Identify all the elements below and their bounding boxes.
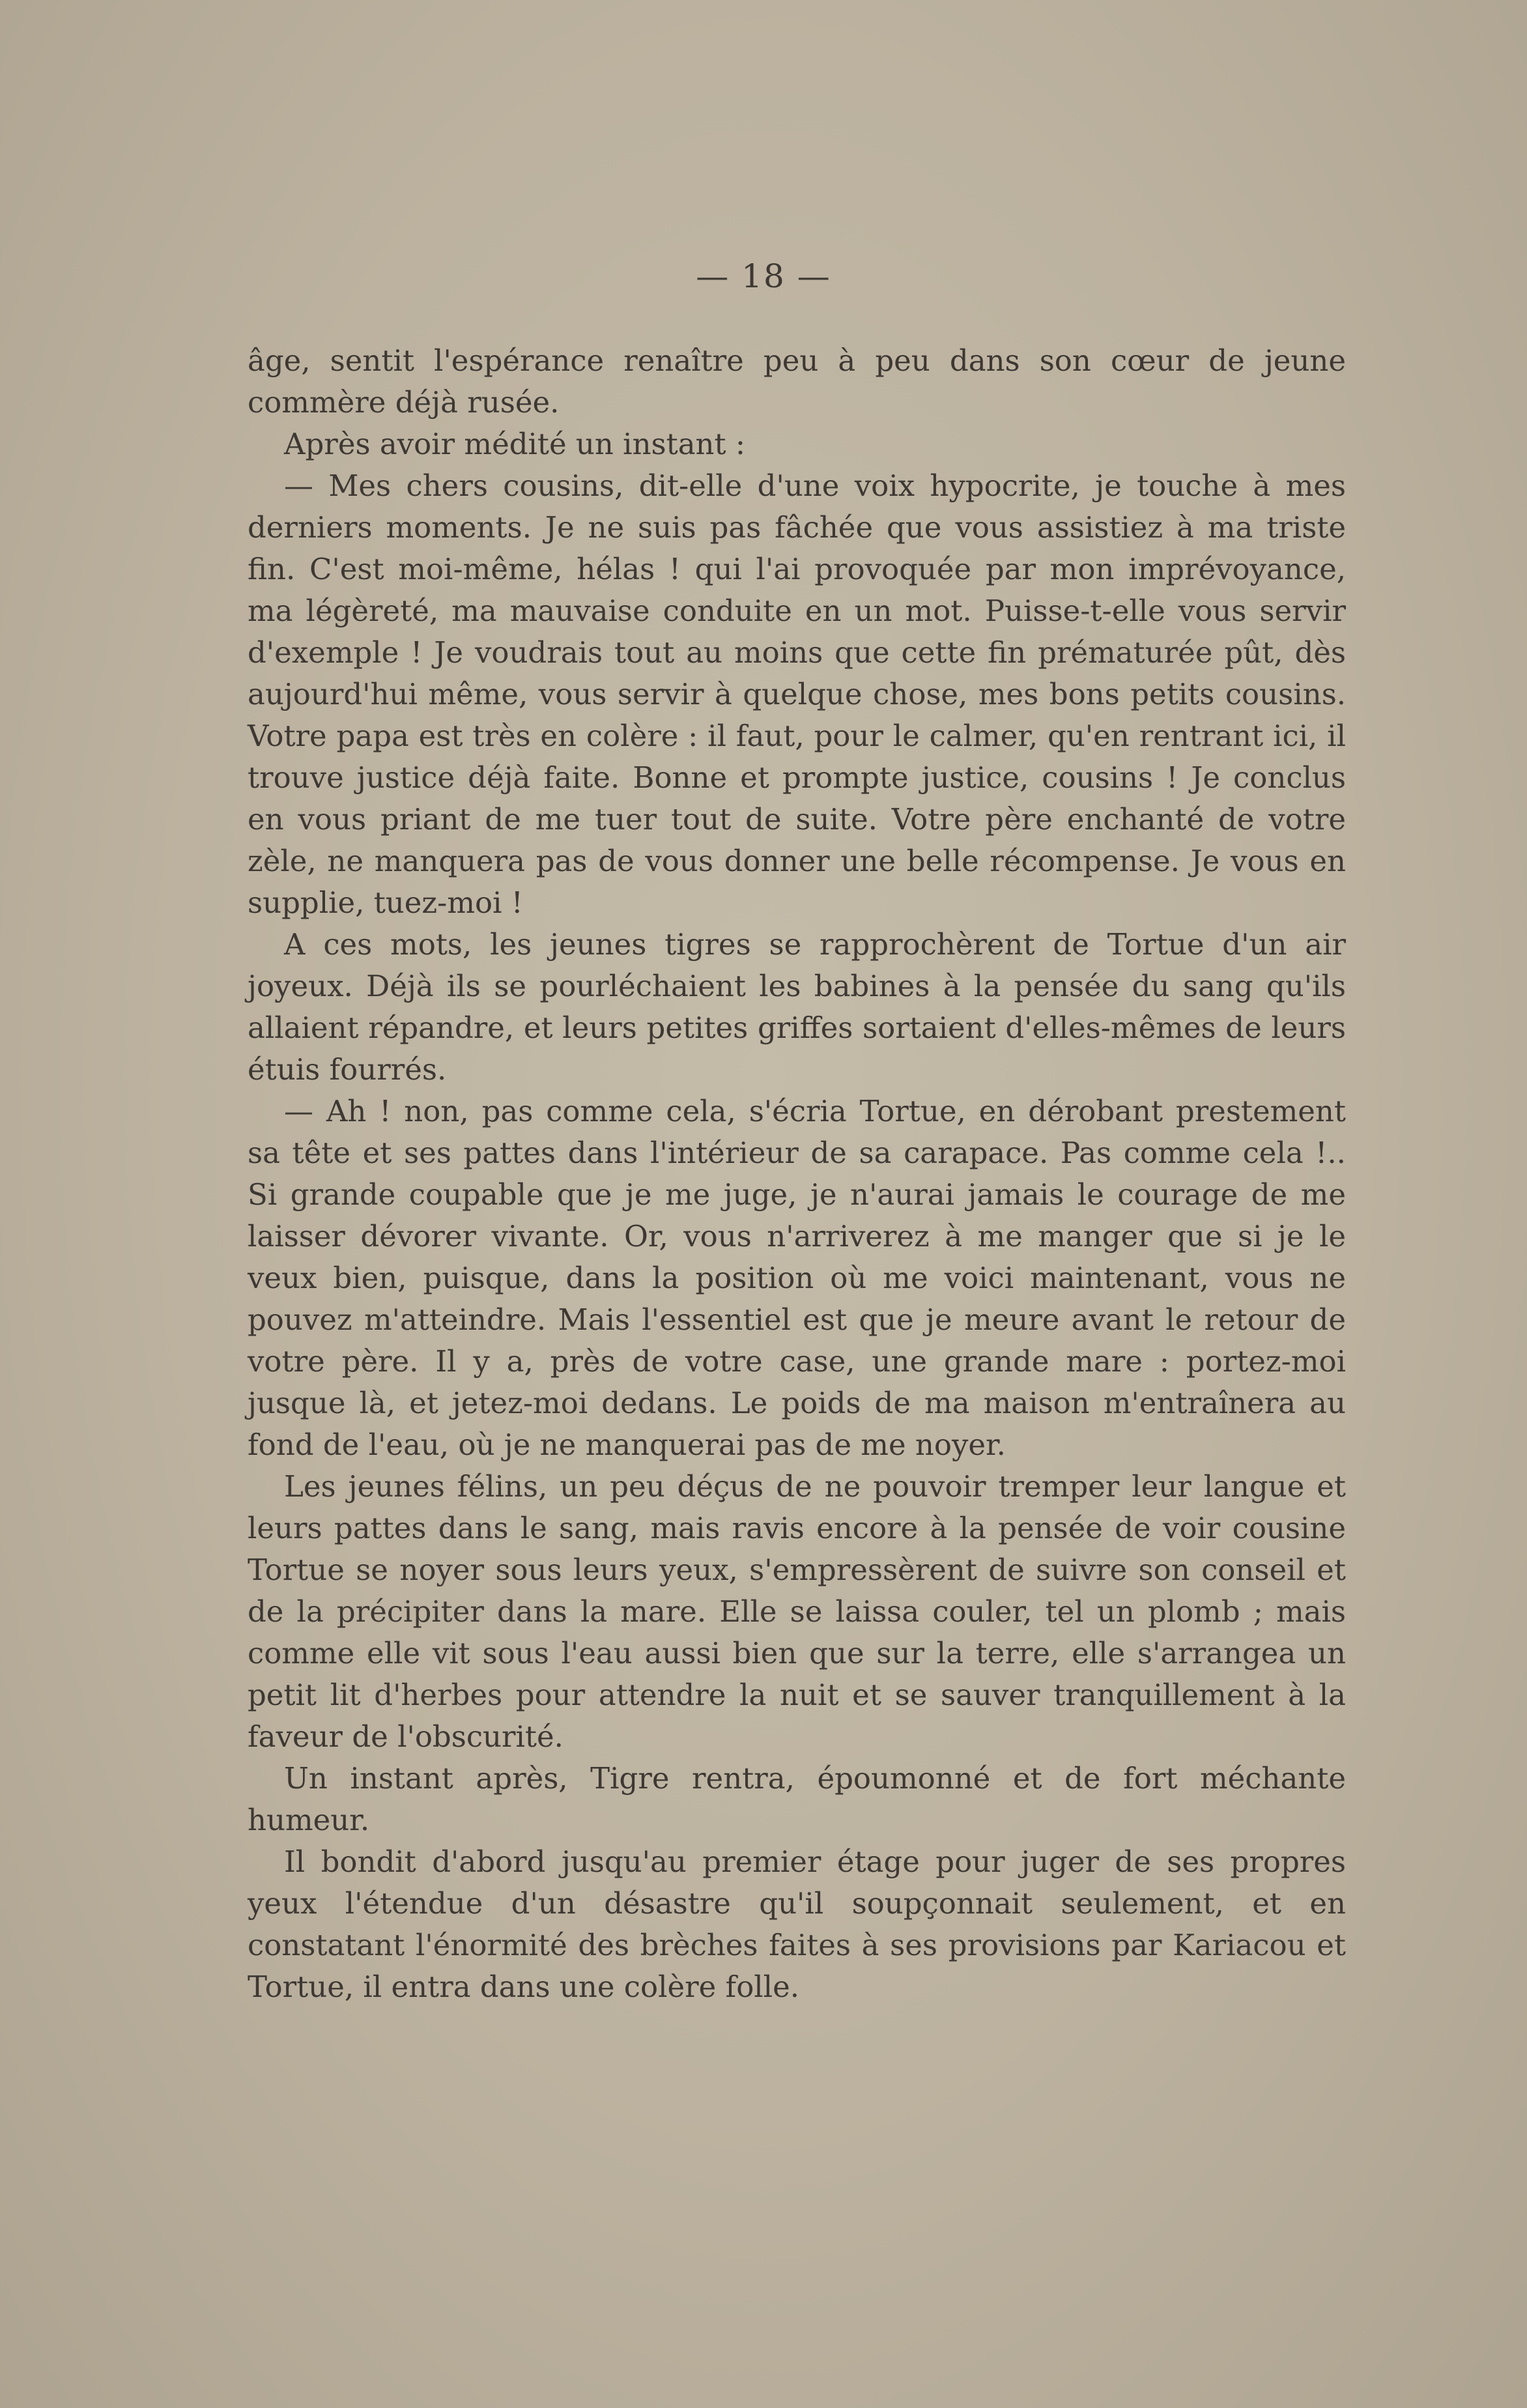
page-number: — 18 —: [696, 257, 831, 295]
paragraph-4: A ces mots, les jeunes tigres se rapprochèrent de Tortue d'un air joyeux. Déjà ils se pourléchaient les babines à la pensée du sang qu'ils allaient répandre, et leurs petites griffes sortaient d'elles-mêmes de leurs étuis fourrés.: [248, 927, 1346, 1087]
body-text: [248, 340, 1346, 2008]
paragraph-2: Après avoir médité un instant :: [284, 427, 746, 461]
paragraph-6: Les jeunes félins, un peu déçus de ne pouvoir tremper leur langue et leurs pattes dans le sang, mais ravis encore à la pensée de voir cousine Tortue se noyer sous leurs yeux, s'empressèrent de suivre son conseil et de la précipiter dans la mare. Elle se laissa couler, tel un plomb ; mais comme elle vit sous l'eau aussi bien que sur la terre, elle s'arrangea un petit lit d'herbes pour attendre la nuit et se sauver tranquillement à la faveur de l'obscurité.: [248, 1469, 1346, 1754]
paragraph-3: — Mes chers cousins, dit-elle d'une voix hypocrite, je touche à mes derniers moments. Je ne suis pas fâchée que vous assistiez à ma triste fin. C'est moi-même, hélas ! qui l'ai provoquée par mon imprévoyance, ma légèreté, ma mauvaise conduite en un mot. Puisse-t-elle vous servir d'exemple ! Je voudrais tout au moins que cette fin prématurée pût, dès aujourd'hui même, vous servir à quelque chose, mes bons petits cousins. Votre papa est très en colère : il faut, pour le calmer, qu'en rentrant ici, il trouve justice déjà faite. Bonne et prompte justice, cousins ! Je conclus en vous priant de me tuer tout de suite. Votre père enchanté de votre zèle, ne manquera pas de vous donner une belle récompense. Je vous en supplie, tuez-moi !: [248, 468, 1346, 920]
paragraph-8: Il bondit d'abord jusqu'au premier étage pour juger de ses propres yeux l'étendue d'un désastre qu'il soupçonnait seulement, et en constatant l'énormité des brèches faites à ses provisions par Kariacou et Tortue, il entra dans une colère folle.: [248, 1844, 1346, 2004]
paragraph-5: — Ah ! non, pas comme cela, s'écria Tortue, en dérobant prestement sa tête et ses pattes dans l'intérieur de sa carapace. Pas comme cela !.. Si grande coupable que je me juge, je n'aurai jamais le courage de me laisser dévorer vivante. Or, vous n'arriverez à me manger que si je le veux bien, puisque, dans la position où me voici maintenant, vous ne pouvez m'atteindre. Mais l'essentiel est que je meure avant le retour de votre père. Il y a, près de votre case, une grande mare : portez-moi jusque là, et jetez-moi dedans. Le poids de ma maison m'entraînera au fond de l'eau, où je ne manquerai pas de me noyer.: [248, 1094, 1346, 1462]
paragraph-1: âge, sentit l'espérance renaître peu à peu dans son cœur de jeune commère déjà rusée.: [248, 343, 1346, 420]
paragraph-7: Un instant après, Tigre rentra, époumonné et de fort méchante humeur.: [248, 1761, 1346, 1837]
